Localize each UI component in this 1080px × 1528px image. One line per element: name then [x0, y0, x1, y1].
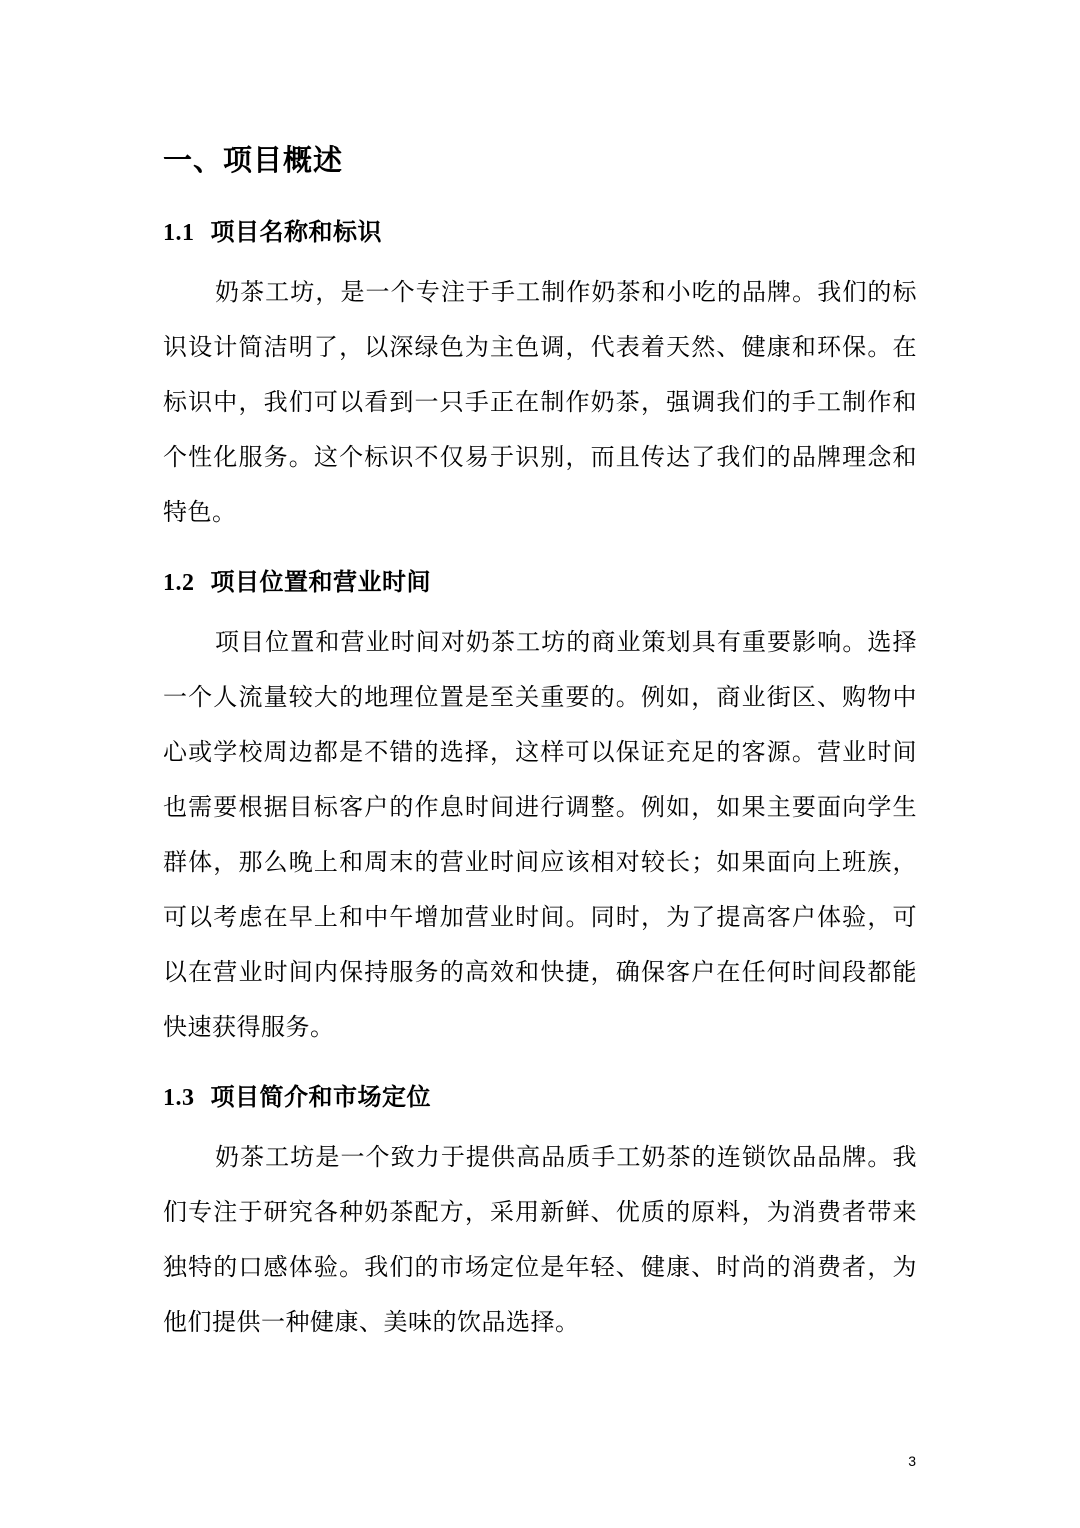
section-paragraph: 项目位置和营业时间对奶茶工坊的商业策划具有重要影响。选择一个人流量较大的地理位置是至关重要的。例如，商业街区、购物中心或学校周边都是不错的选择，这样可以保证充足的客源。营业时间也需要根据目标客户的作息时间进行调整。例如，如果主要面向学生群体，那么晚上和周末的营业时间应该相对较长；如果面向上班族，可以考虑在早上和中午增加营业时间。同时，为了提高客户体验，可以在营业时间内保持服务的高效和快捷，确保客户在任何时间段都能快速获得服务。 [163, 628, 917, 1041]
section-title: 项目名称和标识 [210, 218, 382, 246]
section-paragraph: 奶茶工坊是一个致力于提供高品质手工奶茶的连锁饮品品牌。我们专注于研究各种奶茶配方，采用新鲜、优质的原料，为消费者带来独特的口感体验。我们的市场定位是年轻、健康、时尚的消费者，为他们提供一种健康、美味的饮品选择。 [163, 1143, 917, 1336]
section-number: 1.1 [163, 220, 195, 246]
section-number: 1.2 [163, 570, 195, 596]
section-1-1 [163, 212, 917, 540]
section-number: 1.3 [163, 1085, 195, 1111]
section-title: 项目位置和营业时间 [210, 568, 431, 596]
section-1-3 [163, 1077, 917, 1350]
section-heading [163, 562, 917, 603]
chapter-title: 一、项目概述 [163, 143, 344, 177]
section-title: 项目简介和市场定位 [210, 1083, 431, 1111]
section-heading [163, 212, 917, 253]
page-number: 3 [908, 1453, 916, 1469]
section-paragraph: 奶茶工坊，是一个专注于手工制作奶茶和小吃的品牌。我们的标识设计简洁明了，以深绿色为主色调，代表着天然、健康和环保。在标识中，我们可以看到一只手正在制作奶茶，强调我们的手工制作和个性化服务。这个标识不仅易于识别，而且传达了我们的品牌理念和特色。 [163, 278, 917, 526]
section-heading [163, 1077, 917, 1118]
section-1-2 [163, 562, 917, 1055]
document-page [163, 138, 917, 1372]
